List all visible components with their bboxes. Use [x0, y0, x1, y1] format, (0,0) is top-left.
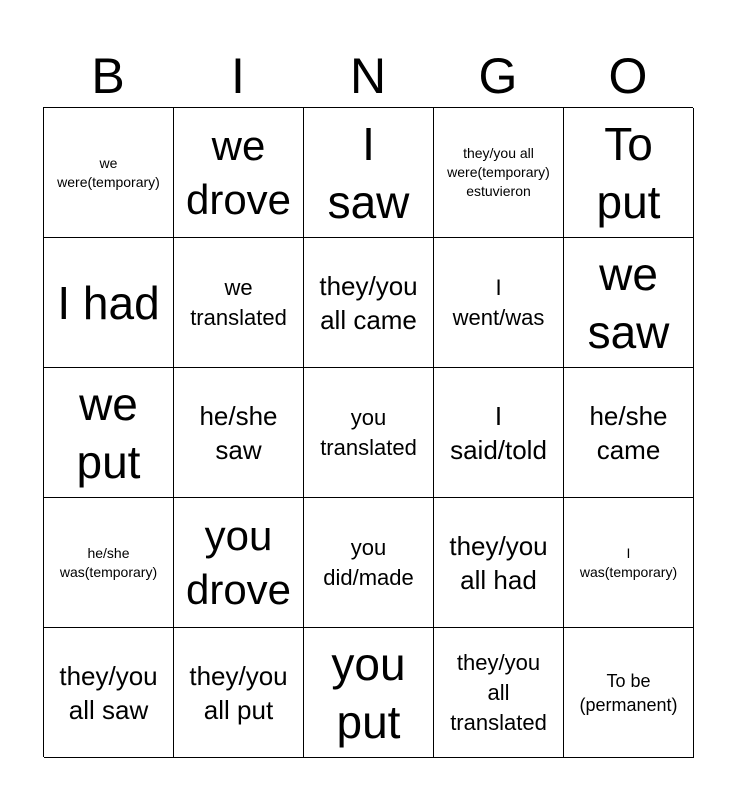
bingo-board: [43, 107, 693, 757]
cell-text: they/you all came: [319, 270, 418, 335]
bingo-cell[interactable]: [564, 628, 694, 758]
bingo-cell[interactable]: [304, 238, 434, 368]
cell-text: we were(temporary): [57, 154, 160, 190]
cell-text: I saw: [327, 117, 410, 228]
cell-text: you translated: [320, 404, 417, 460]
header-letter-o: O: [608, 48, 648, 104]
cell-text: they/you all translated: [450, 649, 547, 735]
header-letter-b: B: [91, 48, 125, 104]
cell-text: they/you all had: [449, 530, 548, 595]
cell-text: To put: [596, 117, 661, 228]
bingo-cell[interactable]: [304, 498, 434, 628]
bingo-cell[interactable]: [174, 238, 304, 368]
bingo-cell[interactable]: [564, 498, 694, 628]
cell-text: you drove: [185, 511, 292, 613]
bingo-cell[interactable]: [434, 108, 564, 238]
bingo-cell[interactable]: [174, 498, 304, 628]
bingo-cell[interactable]: [44, 108, 174, 238]
cell-text: I went/was: [452, 274, 545, 330]
bingo-cell[interactable]: [434, 498, 564, 628]
cell-text: he/she saw: [199, 400, 278, 465]
bingo-cell[interactable]: [434, 628, 564, 758]
cell-text: To be (permanent): [579, 670, 678, 715]
cell-text: we put: [76, 377, 141, 488]
cell-text: I had: [57, 276, 160, 329]
cell-text: they/you all were(temporary) estuvieron: [447, 145, 550, 199]
bingo-cell[interactable]: [564, 368, 694, 498]
header-letter-i: I: [231, 48, 245, 104]
cell-text: I was(temporary): [579, 544, 678, 580]
bingo-cell[interactable]: [44, 498, 174, 628]
cell-text: we translated: [190, 274, 287, 330]
bingo-cell[interactable]: [564, 238, 694, 368]
bingo-cell[interactable]: [564, 108, 694, 238]
cell-text: they/you all saw: [59, 660, 158, 725]
bingo-cell[interactable]: [304, 368, 434, 498]
cell-text: we drove: [185, 121, 292, 223]
bingo-cell[interactable]: [304, 628, 434, 758]
cell-text: he/she was(temporary): [59, 544, 158, 580]
bingo-cell[interactable]: [174, 628, 304, 758]
bingo-cell[interactable]: [174, 108, 304, 238]
header-letter-g: G: [478, 48, 518, 104]
bingo-cell[interactable]: [304, 108, 434, 238]
bingo-cell[interactable]: [44, 628, 174, 758]
cell-text: I said/told: [450, 400, 547, 465]
bingo-cell[interactable]: [434, 238, 564, 368]
header-letter-n: N: [349, 48, 387, 104]
bingo-cell[interactable]: [434, 368, 564, 498]
bingo-cell[interactable]: [44, 368, 174, 498]
bingo-cell[interactable]: [174, 368, 304, 498]
cell-text: they/you all put: [189, 660, 288, 725]
cell-text: we saw: [587, 247, 670, 358]
bingo-header: [43, 45, 693, 107]
cell-text: you put: [331, 637, 406, 748]
bingo-cell[interactable]: [44, 238, 174, 368]
cell-text: you did/made: [323, 534, 414, 590]
cell-text: he/she came: [589, 400, 668, 465]
